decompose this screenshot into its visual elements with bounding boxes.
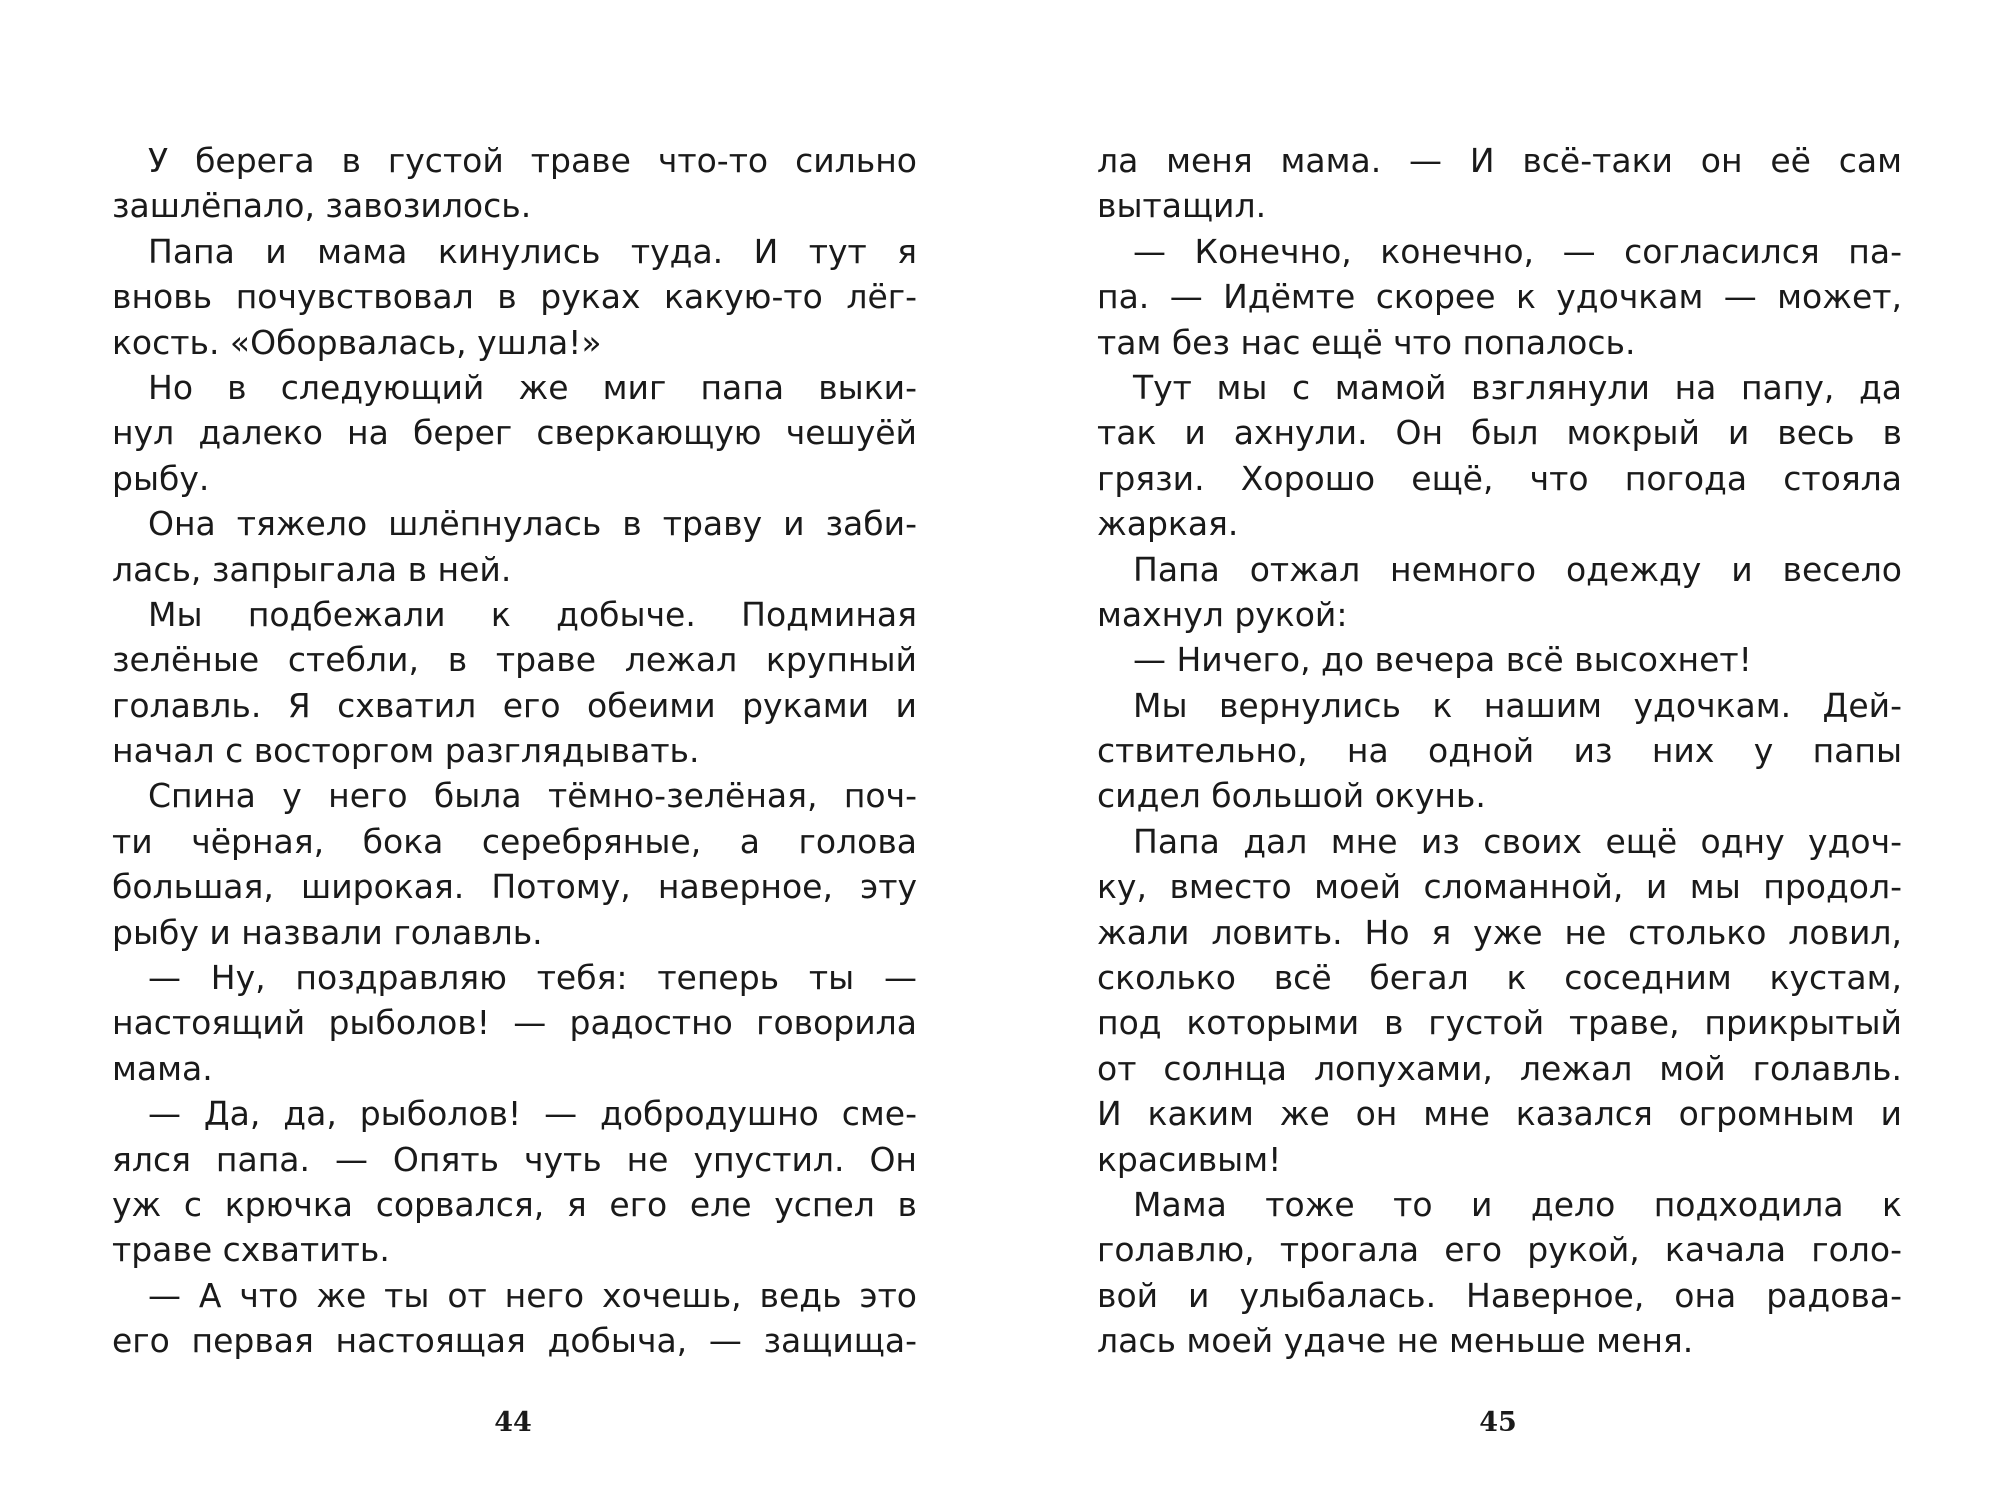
text-line: па. — Идёмте скорее к удочкам — может, bbox=[1097, 277, 1902, 317]
text-line: — А что же ты от него хочешь, ведь это bbox=[148, 1275, 917, 1315]
text-line: Спина у него была тёмно-зелёная, поч- bbox=[148, 776, 917, 816]
text-line: Тут мы с мамой взглянули на папу, да bbox=[1133, 367, 1902, 407]
text-line: Мама тоже то и дело подходила к bbox=[1133, 1184, 1902, 1224]
text-line: — Да, да, рыболов! — добродушно сме- bbox=[148, 1094, 917, 1134]
text-line: — Ну, поздравляю тебя: теперь ты — bbox=[148, 958, 917, 998]
text-line: грязи. Хорошо ещё, что погода стояла bbox=[1097, 458, 1902, 498]
text-line: так и ахнули. Он был мокрый и весь в bbox=[1097, 413, 1902, 453]
text-line: Мы вернулись к нашим удочкам. Дей- bbox=[1133, 685, 1902, 725]
text-line: нул далеко на берег сверкающую чешуёй bbox=[112, 413, 917, 453]
text-line: голавль. Я схватил его обеими руками и bbox=[112, 685, 917, 725]
text-line: ку, вместо моей сломанной, и мы продол- bbox=[1097, 867, 1902, 907]
text-line: махнул рукой: bbox=[1097, 594, 1348, 634]
text-line: Папа и мама кинулись туда. И тут я bbox=[148, 231, 917, 271]
right-page bbox=[1000, 0, 2000, 1500]
text-line: настоящий рыболов! — радостно говорила bbox=[112, 1003, 917, 1043]
text-line: Папа дал мне из своих ещё одну удоч- bbox=[1133, 821, 1902, 861]
page-number-left: 44 bbox=[494, 1407, 532, 1438]
text-line: лась, запрыгала в ней. bbox=[112, 549, 512, 589]
text-line: под которыми в густой траве, прикрытый bbox=[1097, 1003, 1902, 1043]
text-line: вой и улыбалась. Наверное, она радова- bbox=[1097, 1275, 1902, 1315]
text-line: вновь почувствовал в руках какую-то лёг- bbox=[112, 277, 917, 317]
text-line: его первая настоящая добыча, — защища- bbox=[112, 1321, 917, 1361]
text-line: вытащил. bbox=[1097, 186, 1267, 226]
text-line: траве схватить. bbox=[112, 1230, 390, 1270]
text-line: У берега в густой траве что-то сильно bbox=[148, 141, 917, 180]
text-line: ялся папа. — Опять чуть не упустил. Он bbox=[112, 1139, 917, 1179]
text-line: мама. bbox=[112, 1048, 213, 1088]
text-line: начал с восторгом разглядывать. bbox=[112, 731, 700, 771]
text-line: Папа отжал немного одежду и весело bbox=[1133, 549, 1902, 589]
right-page-text bbox=[1097, 138, 1902, 1364]
page-number-right: 45 bbox=[1479, 1407, 1517, 1438]
text-line: — Ничего, до вечера всё высохнет! bbox=[1133, 640, 1752, 680]
text-line: жали ловить. Но я уже не столько ловил, bbox=[1097, 912, 1902, 952]
text-line: от солнца лопухами, лежал мой голавль. bbox=[1097, 1048, 1902, 1088]
text-line: уж с крючка сорвался, я его еле успел в bbox=[112, 1184, 917, 1224]
text-line: — Конечно, конечно, — согласился па- bbox=[1133, 231, 1902, 271]
text-line: зелёные стебли, в траве лежал крупный bbox=[112, 640, 917, 680]
text-line: лась моей удаче не меньше меня. bbox=[1097, 1321, 1694, 1361]
text-line: сидел большой окунь. bbox=[1097, 776, 1486, 816]
text-line: ти чёрная, бока серебряные, а голова bbox=[112, 821, 917, 861]
text-line: Мы подбежали к добыче. Подминая bbox=[148, 594, 917, 634]
text-line: рыбу. bbox=[112, 458, 210, 498]
text-line: сколько всё бегал к соседним кустам, bbox=[1097, 958, 1902, 998]
text-line: там без нас ещё что попалось. bbox=[1097, 322, 1636, 362]
text-line: И каким же он мне казался огромным и bbox=[1097, 1094, 1902, 1134]
text-line: красивым! bbox=[1097, 1139, 1282, 1179]
text-line: большая, широкая. Потому, наверное, эту bbox=[112, 867, 917, 907]
text-line: рыбу и назвали голавль. bbox=[112, 912, 543, 952]
text-line: кость. «Оборвалась, ушла!» bbox=[112, 322, 602, 362]
text-line: жаркая. bbox=[1097, 504, 1239, 544]
text-line: Она тяжело шлёпнулась в траву и заби- bbox=[148, 504, 917, 544]
text-line: голавлю, трогала его рукой, качала голо- bbox=[1097, 1230, 1902, 1270]
text-line: ла меня мама. — И всё-таки он её сам bbox=[1097, 141, 1902, 180]
left-page-text bbox=[112, 138, 917, 1364]
text-line: ствительно, на одной из них у папы bbox=[1097, 731, 1902, 771]
text-line: зашлёпало, завозилось. bbox=[112, 186, 532, 226]
text-line: Но в следующий же миг папа выки- bbox=[148, 367, 917, 407]
